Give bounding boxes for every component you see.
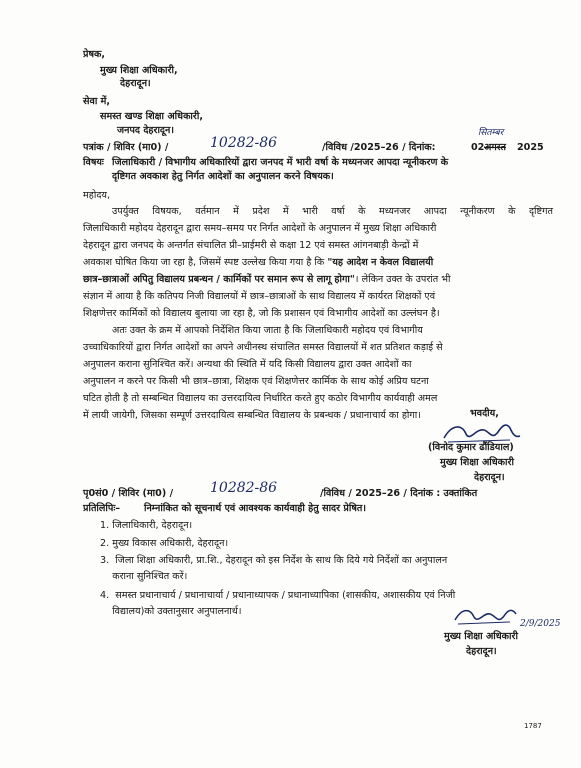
- handwritten-date-month: सितम्बर: [478, 128, 504, 138]
- signatory2-designation: मुख्य शिक्षा अधिकारी: [444, 631, 518, 642]
- handwritten-ref-number: 10282-86: [210, 135, 278, 151]
- copy-item-1: 1. जिलाधिकारी, देहरादून।: [100, 520, 193, 531]
- para1-line-4: [83, 257, 433, 269]
- handwritten-date-2: 2/9/2025: [520, 619, 561, 629]
- para1-line-7: शिक्षणेत्तर कार्मिकों को विद्यालय बुलाया जा रहा है, जो कि प्रशासन एवं विभागीय आदेशों का उल्लंघन है।: [83, 308, 440, 319]
- para1-quote-end: छात्र–छात्राओं अपितु विद्यालय प्रबन्धन / कार्मिकों पर समान रूप से लागू होगा": [83, 274, 355, 285]
- signatory-name: (विनोद कुमार ढौंडियाल): [428, 442, 514, 453]
- signatory2-place: देहरादून।: [466, 646, 497, 657]
- para2-line-6: में लायी जायेगी, जिसका सम्पूर्ण उत्तरदायित्व सम्बन्धित विद्यालय के प्रबन्धक / प्रधानाचार्य का होगा।: [83, 410, 421, 421]
- ref-mid: /विविध /2025–26 / दिनांक:: [322, 142, 436, 153]
- copy-item-4-cont: विद्यालय)को उक्तानुसार अनुपालनार्थ।: [100, 606, 242, 617]
- footer-number: 1787: [524, 722, 542, 730]
- para2-line-5: घटित होती है तो सम्बन्धित विद्यालय का उत्तरदायित्व निर्धारित करते हुए कठोर विभागीय कार्यवाही अमल: [83, 393, 438, 404]
- ref-prefix: पत्रांक / शिविर (मा0) /: [83, 142, 169, 153]
- sender-label: प्रेषक,: [83, 49, 106, 60]
- ref-date-month-struck: अगस्त: [484, 142, 506, 153]
- recipient-place: जनपद देहरादून।: [117, 125, 174, 136]
- handwritten-ref2-number: 10282-86: [210, 480, 278, 496]
- para2-line-4: अनुपालन न करने पर किसी भी छात्र–छात्रा, शिक्षक एवं शिक्षणेत्तर कार्मिक के साथ कोई अप्रिय घटना: [83, 376, 429, 387]
- subject-line-1: जिलाधिकारी / विभागीय अधिकारियों द्वारा जनपद में भारी वर्षा के मध्यनजर आपदा न्यूनीकरण के: [112, 157, 449, 168]
- para1-line-6: संज्ञान में आया है कि कतिपय निजी विद्यालयों में छात्र–छात्राओं के साथ विद्यालय में कार्यरत शिक्षकों एवं: [83, 291, 436, 302]
- copy-item-4: 4. समस्त प्रधानाचार्य / प्रधानाचार्या / प्रधानाध्यापक / प्रधानाध्यापिका (शासकीय, अशासकीय एवं निजी: [100, 590, 456, 601]
- copy-text: निम्नांकित को सूचनार्थ एवं आवश्यक कार्यवाही हेतु सादर प्रेषित।: [144, 503, 367, 514]
- copy-item-3-cont: कराना सुनिश्चित करें।: [100, 571, 188, 582]
- sender-place: देहरादून।: [120, 78, 151, 89]
- para1-line-3: देहरादून द्वारा जनपद के अन्तर्गत संचालित प्री–प्राईमरी से कक्षा 12 एवं समस्त आंगनबाड़ी केन्द्रों में: [83, 240, 419, 251]
- ref-date-day: 02: [471, 142, 485, 153]
- recipient-name: समस्त खण्ड शिक्षा अधिकारी,: [100, 111, 203, 122]
- sender-name: मुख्य शिक्षा अधिकारी,: [100, 65, 178, 76]
- signatory-designation: मुख्य शिक्षा अधिकारी: [440, 457, 514, 468]
- para1-line-5: [83, 274, 451, 286]
- para1-line-2: जिलाधिकारी महोदय देहरादून द्वारा समय–समय पर निर्गत आदेशों के अनुपालन में मुख्य शिक्षा अधिकारी: [83, 223, 437, 234]
- subject-label: विषयः: [83, 157, 104, 168]
- subject-line-2: दृष्टिगत अवकाश हेतु निर्गत आदेशों का अनुपालन करने विषयक।: [112, 171, 334, 182]
- recipient-label: सेवा में,: [83, 96, 111, 107]
- para1-line-1: उपर्युक्त विषयक, वर्तमान में प्रदेश में भारी वर्षा के मध्यनजर आपदा न्यूनीकरण के दृष्टिगत: [112, 206, 553, 217]
- para1-quote-start: "यह आदेश न केवल विद्यालयी: [327, 257, 434, 268]
- salutation: महोदय,: [83, 190, 111, 201]
- signatory-place: देहरादून।: [474, 472, 505, 483]
- closing: भवदीय,: [470, 408, 499, 419]
- para2-line-2: उच्चाधिकारियों द्वारा निर्गत आदेशों का अपने अधीनस्थ संचालित समस्त विद्यालयों में शत प्रतिशत कड़ाई से: [83, 342, 443, 353]
- para1-line-5-text: । लेकिन उक्त के उपरांत भी: [354, 274, 451, 285]
- signature-2: [452, 604, 522, 628]
- para2-line-1: अतः उक्त के क्रम में आपको निर्देशित किया जाता है कि जिलाधिकारी महोदय एवं विभागीय: [112, 325, 423, 336]
- ref2-prefix: पृ0सं0 / शिविर (मा0) /: [83, 488, 174, 499]
- copy-label: प्रतिलिपिः–: [83, 503, 121, 514]
- para2-line-3: अनुपालन कराना सुनिश्चित करें। अन्यथा की स्थिति में यदि किसी विद्यालय द्वारा उक्त आदेशों का: [83, 359, 412, 370]
- ref2-suffix: /विविध / 2025–26 / दिनांक : उक्तांकित: [320, 488, 478, 499]
- ref-year: 2025: [517, 142, 544, 153]
- copy-item-3: 3. जिला शिक्षा अधिकारी, प्रा.शि., देहरादून को इस निर्देश के साथ कि दिये गये निर्देशों का अनुपालन: [100, 555, 448, 566]
- para1-line-4-text: अवकाश घोषित किया जा रहा है, जिसमें स्पष्ट उल्लेख किया गया है कि: [83, 257, 328, 268]
- copy-item-2: 2. मुख्य विकास अधिकारी, देहरादून।: [100, 538, 229, 549]
